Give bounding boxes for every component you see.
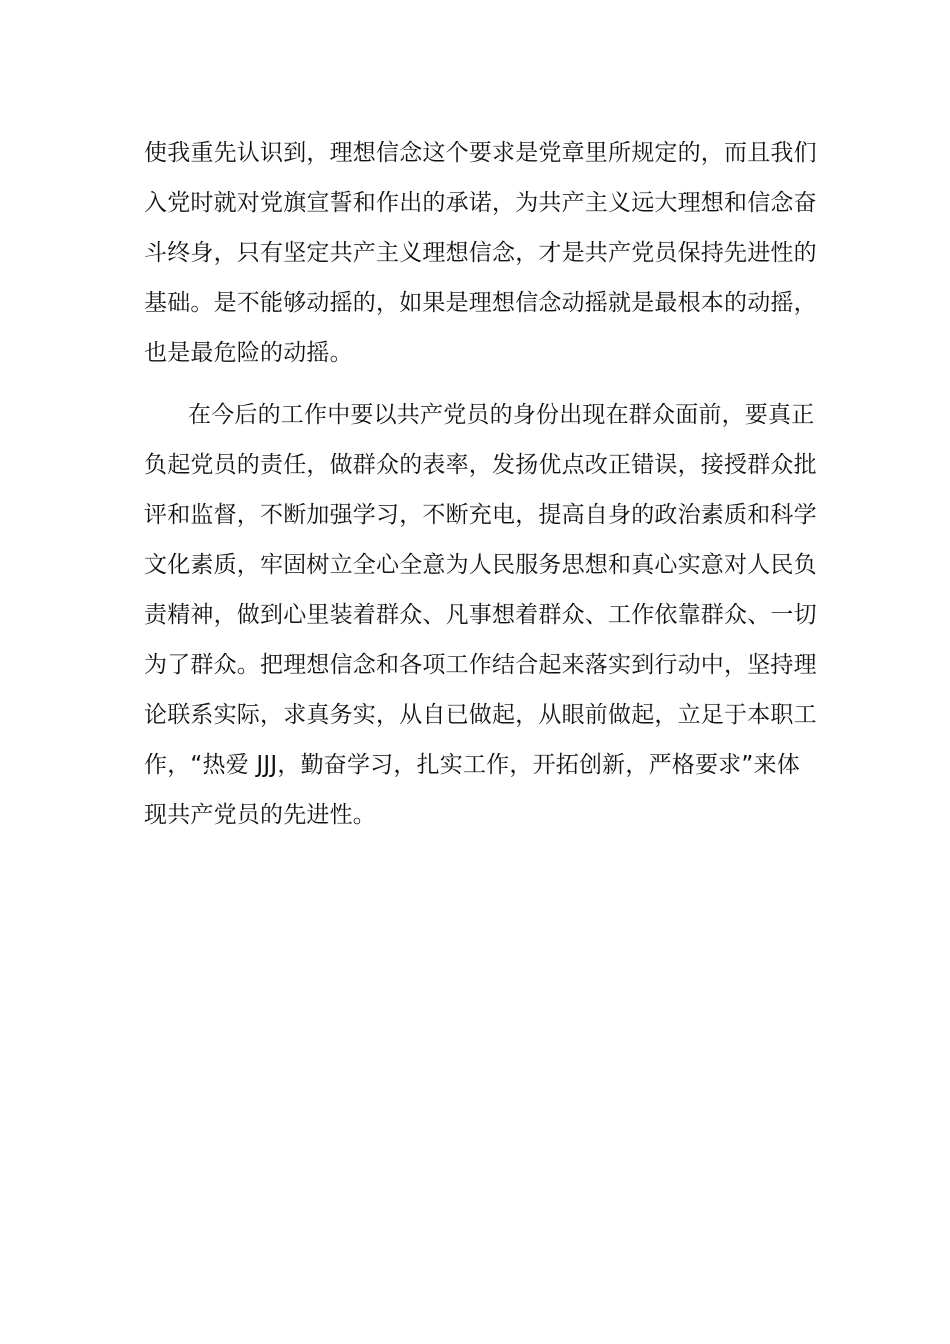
paragraph-line: 文化素质，牢固树立全心全意为人民服务思想和真心实意对人民负 (144, 552, 817, 578)
paragraph-2 (144, 390, 817, 840)
paragraph-first-line: 在今后的工作中要以共产党员的身份出现在群众面前，要真正 (188, 402, 815, 428)
paragraph-line: 入党时就对党旗宣誓和作出的承诺，为共产主义远大理想和信念奋 (144, 190, 817, 216)
document-body (144, 128, 817, 840)
paragraph-line: 论联系实际，求真务实，从自已做起，从眼前做起，立足于本职工 (144, 702, 817, 728)
paragraph-line: 负起党员的责任，做群众的表率，发扬优点改正错误，接授群众批 (144, 452, 817, 478)
paragraph-line: 基础。是不能够动摇的，如果是理想信念动摇就是最根本的动摇， (144, 290, 817, 316)
paragraph-line: 评和监督，不断加强学习，不断充电，提高自身的政治素质和科学 (144, 502, 817, 528)
paragraph-line: 现共产党员的先进性。 (144, 802, 376, 828)
paragraph-line: 为了群众。把理想信念和各项工作结合起来落实到行动中，坚持理 (144, 652, 817, 678)
paragraph-line: 责精神，做到心里装着群众、凡事想着群众、工作依靠群众、一切 (144, 602, 817, 628)
paragraph-line: 使我重先认识到，理想信念这个要求是党章里所规定的，而且我们 (144, 140, 817, 166)
paragraph-line: 也是最危险的动摇。 (144, 340, 353, 366)
paragraph-1 (144, 128, 817, 378)
paragraph-line: 作，“热爱 JJJ，勤奋学习，扎实工作，开拓创新，严格要求”来体 (144, 752, 800, 778)
paragraph-line: 斗终身，只有坚定共产主义理想信念，才是共产党员保持先进性的 (144, 240, 817, 266)
paragraph-spacing (144, 378, 814, 390)
